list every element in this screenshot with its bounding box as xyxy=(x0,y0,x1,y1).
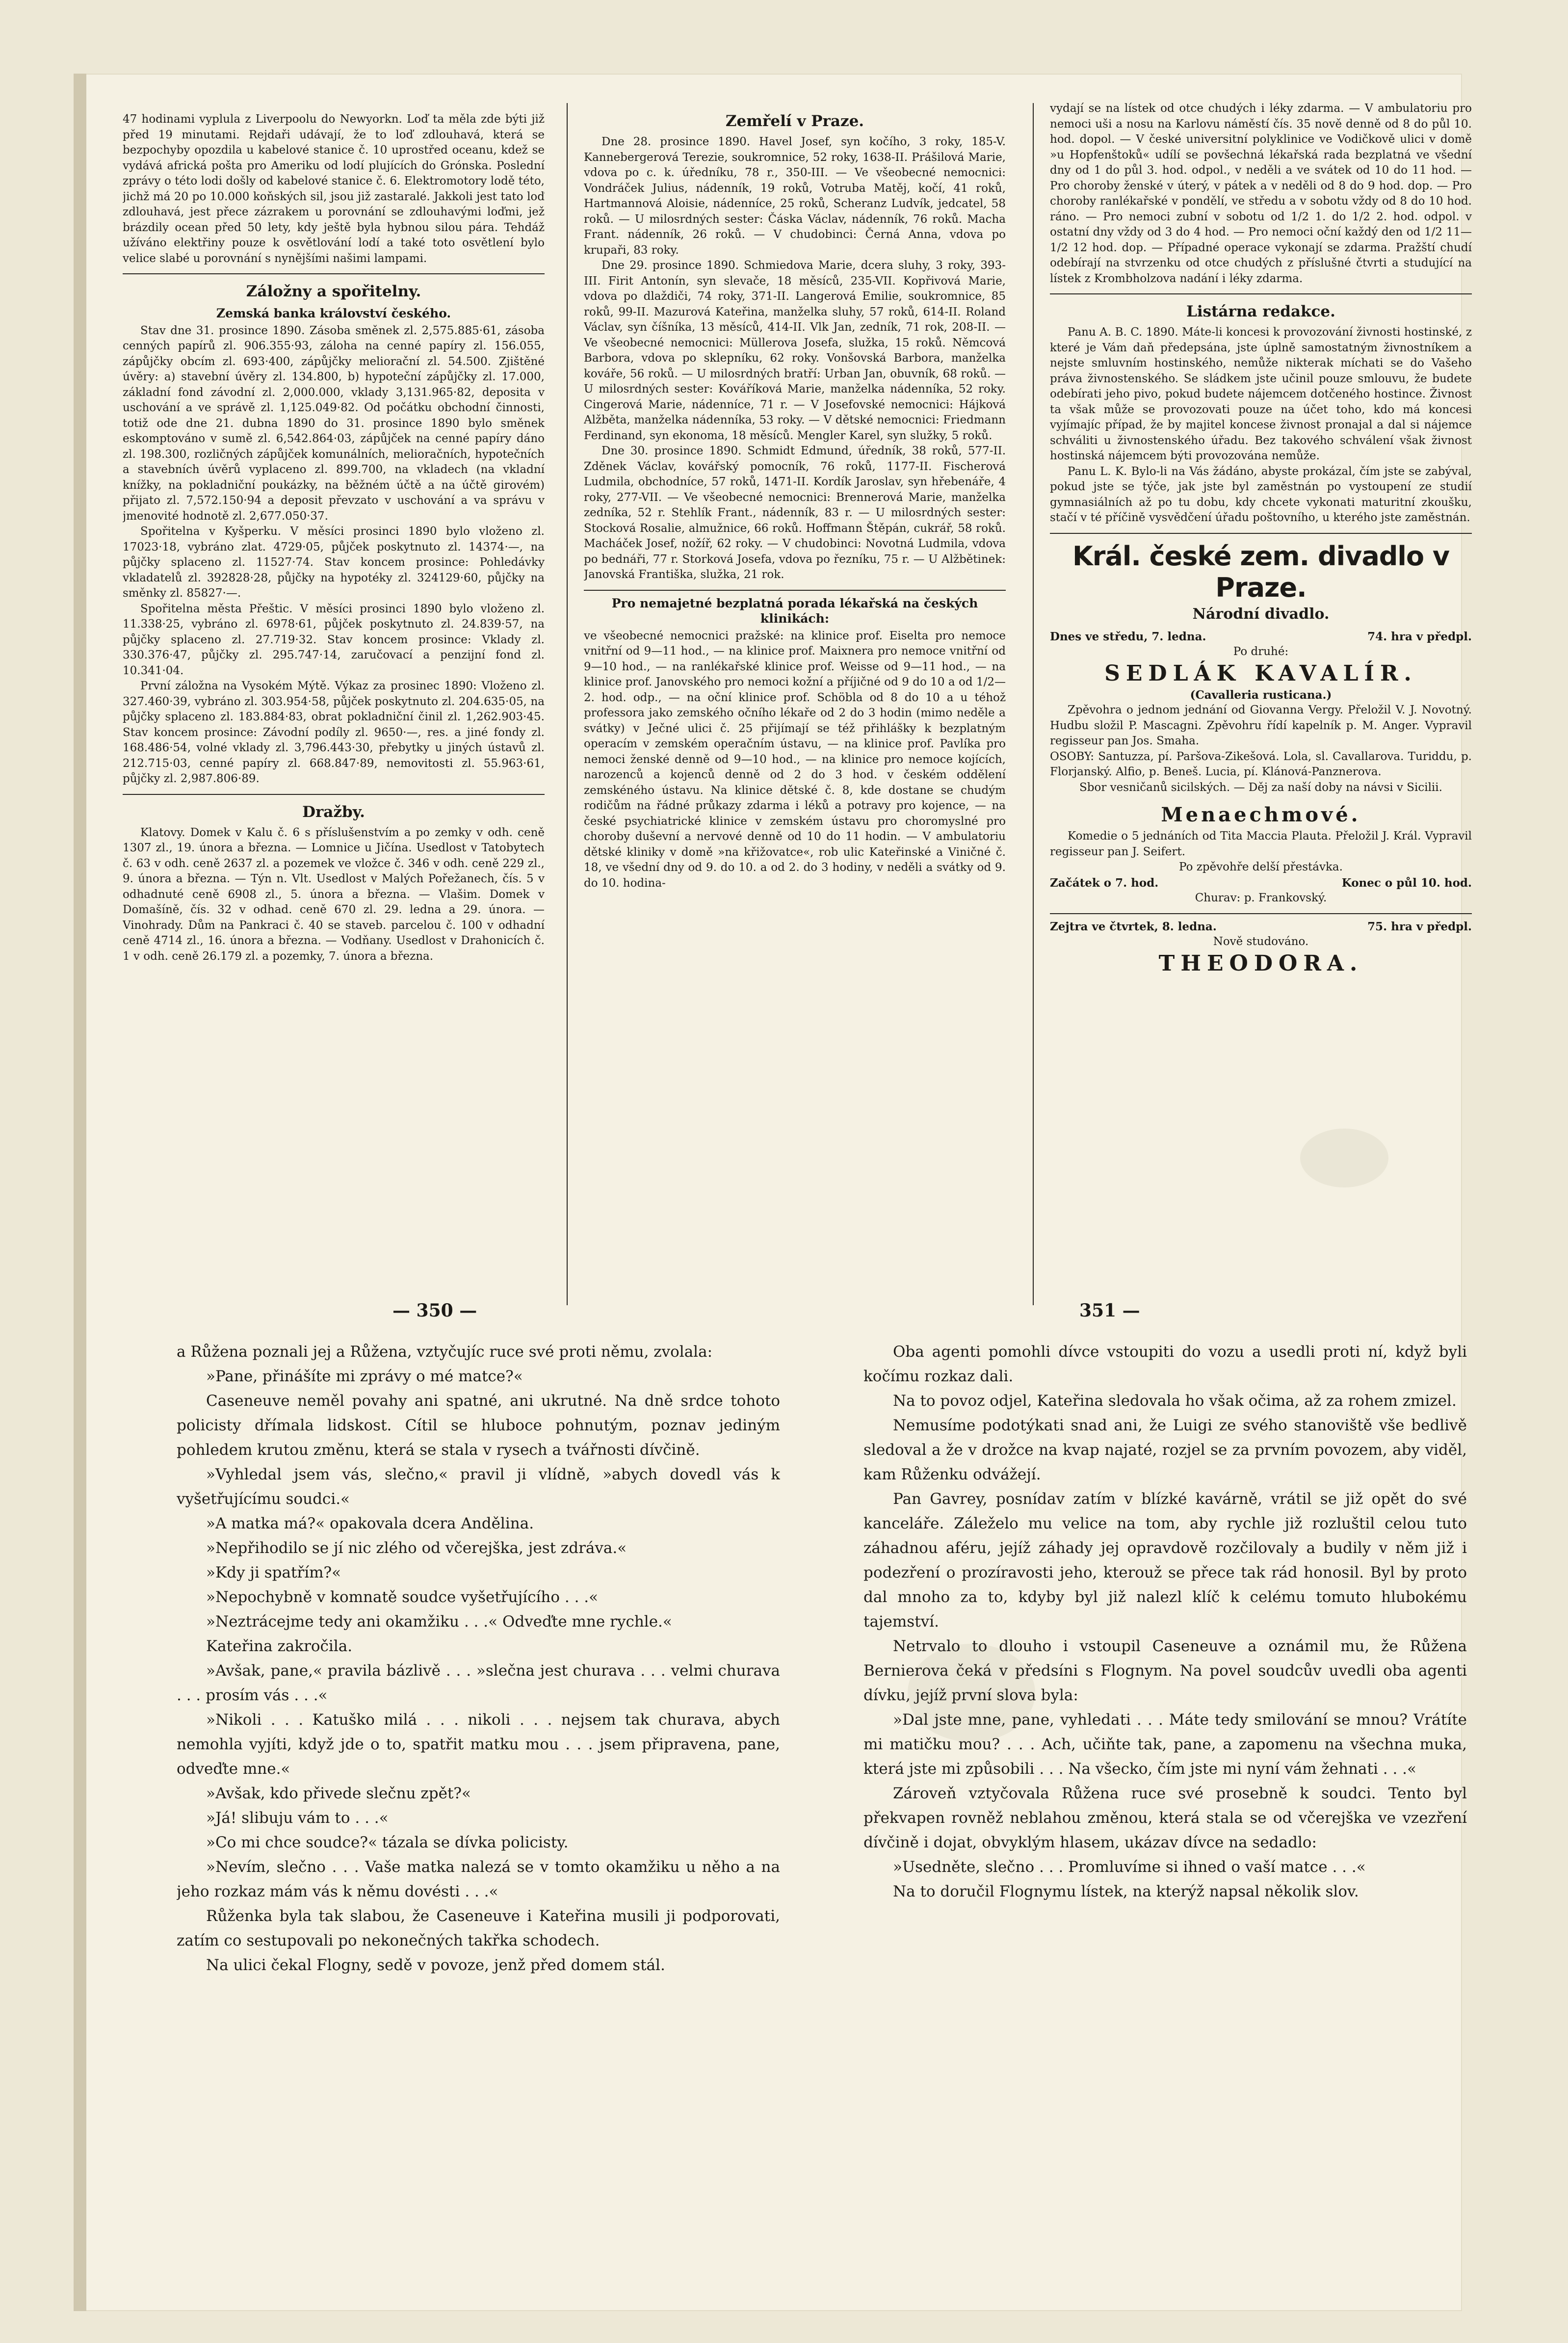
story-paragraph: Oba agenti pomohli dívce vstoupiti do vozu a usedli proti ní, když byli kočímu rozkaz dali. xyxy=(863,1343,1467,1385)
column-middle xyxy=(584,112,1006,1348)
story-paragraph: Kateřina zakročila. xyxy=(206,1637,353,1655)
show-1-cast: OSOBY: Santuzza, pí. Paršova-Zikešová. Lola, sl. Cavallarova. Turiddu, p. Florjanský. Alfio, p. Beneš. Lucia, pí. Klánová-Panznerova. xyxy=(1050,750,1472,778)
article-ship-text: 47 hodinami vyplula z Liverpoolu do Newyorkn. Loď ta měla zde býti již před 19 minutami. Rejdaři udávají, že to loď zdlouhavá, která se bezpochyby opozdila u kabelové stanice č. 10 uprostřed oceanu, kdež se vydává africká pošta pro Ameriku od lodí plujících do Grónska. Poslední zprávy o této lodi došly od kabelové stanice č. 6. Elektromotory lodě této, jichž má 20 po 10.000 koňských sil, jsou již zastaralé. Jakkoli jest tato loď zdlouhavá, jest přece zázrakem u porovnání se zdlouhavými loďmi, jež brázdily ocean před 50 lety, kdy ještě byla hybnou silou pára. Tehdáž užíváno elektřiny pouze k osvětlování lodí a také toto osvětlení bylo velice slabé u porovnání s nynějšími našimi lampami. xyxy=(123,113,545,265)
page-number-left: — 350 — xyxy=(392,1300,477,1321)
theatre-subheading: Národní divadlo. xyxy=(1192,605,1330,623)
show-2-description: Komedie o 5 jednáních od Tita Maccia Plauta. Přeložil J. Král. Vypravil regisseur pan J. Seifert. xyxy=(1050,830,1472,858)
story-paragraph: Na to doručil Flognymu lístek, na kterýž napsal několik slov. xyxy=(893,1883,1359,1900)
show-2-times xyxy=(1050,875,1472,891)
divider xyxy=(1050,533,1472,534)
section-heading-listarna: Listárna redakce. xyxy=(1186,303,1335,320)
divider xyxy=(123,794,545,795)
section-heading-porada: Pro nemajetné bezplatná porada lékařská na českých klinikách: xyxy=(611,596,978,626)
story-paragraph: »Co mi chce soudce?« tázala se dívka policisty. xyxy=(206,1834,569,1851)
column-right xyxy=(1050,101,1472,1338)
story-paragraph: Na to povoz odjel, Kateřina sledovala ho však očima, až za rohem zmizel. xyxy=(893,1392,1457,1410)
deaths-29: Dne 29. prosince 1890. Schmiedova Marie, dcera sluhy, 3 roky, 393-III. Firit Antonín, syn slevače, 18 měsíců, 235-VII. Kopřivová Marie, vdova po dlaždiči, 74 roky, 371-II. Langerová Emilie, soukromnice, 85 roků, 99-II. Mazurová Kateřina, manželka sluhy, 57 roků, 614-II. Roland Václav, syn číšníka, 13 měsíců, 414-II. Vlk Jan, zedník, 71 rok, 208-II. — Ve všeobecné nemocnici: Müllerova Josefa, služka, 15 roků. Němcová Barbora, vdova po sklepníku, 62 roky. Vonšovská Barbora, manželka kováře, 56 roků. — U milosrdných bratří: Urban Jan, obuvník, 68 roků. — U milosrdných sester: Kováříková Marie, manželka nádenníka, 52 roky. Cingerová Marie, nádenníce, 71 r. — V Josefovské nemocnici: Hájková Alžběta, manželka nádenníka, 53 roky. — V dětské nemocnici: Friedmann Ferdinand, syn ekonoma, 18 měsíců. Mengler Karel, syn služky, 5 roků. xyxy=(584,259,1006,442)
column-rule xyxy=(567,103,568,1305)
page-edge xyxy=(74,74,86,2311)
show-1-repeat: Po druhé: xyxy=(1233,645,1289,658)
zemska-banka-text: Stav dne 31. prosince 1890. Zásoba směnek zl. 2,575.885·61, zásoba cenných papírů zl. 906.355·93, záloha na cenné papíry zl. 156.055, zápůjčky obcím zl. 693·400, zápůjčky meliorační zl. 54.500. Zjištěné úvěry: a) stavební úvěry zl. 134.800, b) hypoteční zápůjčky zl. 17.000, základní fond závodní zl. 2,000.000, vklady 3,131.965·82, deposita v uschování a ve správě zl. 1,125.049·82. Od počátku obchodní činnosti, totiž ode dne 21. dubna 1890 do 31. prosince 1890 bylo směnek eskomptováno v sumě zl. 6,542.864·03, zápůjček na cenné papíry dáno zl. 198.300, rozličných zápůjček komunálních, melioračních, hypotečních a stavebních úvěrů vyplaceno zl. 899.700, na vkladech (na vkladní knížky, na pokladniční poukázky, na běžném účtě a na účtě girovém) přijato zl. 7,572.150·94 a deposit převzato v uschování a va správu v jmenovité hodnotě zl. 2,677.050·37. xyxy=(123,324,545,523)
show-1-dateline xyxy=(1050,629,1472,645)
story-paragraph: »A matka má?« opakovala dcera Andělina. xyxy=(206,1515,534,1532)
story-paragraph: Caseneuve neměl povahy ani spatné, ani ukrutné. Na dně srdce tohoto policisty dřímala lidskost. Cítil se hluboce pohnutým, poznav jediným pohledem krutou změnu, která se stala v rysech a tvářnosti dívčině. xyxy=(177,1392,780,1459)
story-paragraph: »Nevím, slečno . . . Vaše matka nalezá se v tomto okamžiku u něho a na jeho rozkaz mám vás k němu dovésti . . .« xyxy=(177,1858,780,1900)
story-paragraph: »Avšak, pane,« pravila bázlivě . . . »slečna jest churava . . . velmi churava . . . prosím vás . . .« xyxy=(177,1662,780,1704)
divider xyxy=(1050,913,1472,914)
drazby-text: Klatovy. Domek v Kalu č. 6 s příslušenstvím a po zemky v odh. ceně 1307 zl., 19. února a března. — Lomnice u Jičína. Usedlost v Tatobytech č. 63 v odh. ceně 2637 zl. a pozemek ve vložce č. 346 v odh. ceně 229 zl., 9. února a března. — Týn n. Vlt. Usedlost v Malých Pořežanech, čís. 5 v odhadnuté ceně 6908 zl., 5. února a března. — Vlašim. Domek v Domašíně, čís. 32 v odhad. ceně 670 zl. 29. ledna a 29. února. — Vinohrady. Dům na Pankraci č. 40 se staveb. parcelou č. 100 v odhadní ceně 4714 zl., 16. února a března. — Vodňany. Usedlost v Drahonicích č. 1 v odh. ceně 26.179 zl. a pozemky, 7. února a března. xyxy=(123,826,545,963)
story-paragraph: »Nepochybně v komnatě soudce vyšetřujícího . . .« xyxy=(206,1588,599,1606)
story-paragraph: »Usedněte, slečno . . . Promluvíme si ihned o vaší matce . . .« xyxy=(893,1858,1366,1876)
story-paragraph: »Kdy ji spatřím?« xyxy=(206,1564,341,1581)
section-heading-drazby: Dražby. xyxy=(302,803,365,821)
kysperk-text: Spořitelna v Kyšperku. V měsíci prosinci 1890 bylo vloženo zl. 17023·18, vybráno zlat. 4729·05, půjček poskytnuto zl. 14374·—, na půjčky splaceno zl. 11527·74. Stav koncem prosince: Pohledávky vkladatelů zl. 392828·28, půjčky na hypotéky zl. 324129·60, půjčky na směnky zl. 85827·—. xyxy=(123,525,545,600)
porada-text: ve všeobecné nemocnici pražské: na klinice prof. Eiselta pro nemoce vnitřní od 9—11 hod., — na klinice prof. Maixnera pro nemoce vnitřní od 9—10 hod., — na ranlékařské klinice prof. Weisse od 9—11 hod., — na klinice prof. Janovského pro nemoci kožní a příjičné od 9 do 10 a od 1/2—2. hod. odp., — na oční klinice prof. Schöbla od 8 do 10 a u téhož professora jako zemského očního lékaře od 2 do 3 hodin (mimo neděle a svátky) v Ječné ulici č. 25 přijímají se též přihlášky k bezplatným operacím v zemském operačním ústavu, — na klinice prof. Pavlíka pro nemoci ženské denně od 9—10 hod., — na klinice pro nemoce kojících, narozenců a kojenců denně od 2 do 3 hod. v českém oddělení zemskéného ústavu. Na klinice dětské č. 8, kde dostane se chudým rodičům na řádné průkazy zdarma i léků a potravy pro kojence, — na české psychiatrické klinice v zemském ústavu pro choromyslné pro choroby duševní a nervové denně od 10 do 11 hodin. — V ambulatoriu dětské kliniky v domě »na křižovatce«, rob ulic Kateřinské a Viničné č. 18, ve všední dny od 9. do 10. a od 2. do 3 hodiny, v neděli a svátky od 9. do 10. hodina- xyxy=(584,629,1006,890)
divider xyxy=(123,273,545,274)
divider xyxy=(584,590,1006,591)
story-paragraph: Netrvalo to dlouho i vstoupil Caseneuve a oznámil mu, že Růžena Bernierova čeká v předsíni s Flognym. Na povel soudcův uvedli oba agenti dívku, jejíž první slova byla: xyxy=(863,1637,1467,1704)
deaths-28: Dne 28. prosince 1890. Havel Josef, syn kočího, 3 roky, 185-V. Kannebergerová Terezie, soukromnice, 52 roky, 1638-II. Prášilová Marie, vdova po c. k. úředníku, 78 r., 350-III. — Ve všeobecné nemocnici: Vondráček Julius, nádenník, 19 roků, Votruba Matěj, kočí, 41 roků, Hartmannová Aloisie, nádenníce, 25 roků, Scheranz Ludvík, jedcatel, 58 roků. — U milosrdných sester: Čáska Václav, nádenník, 76 roků. Macha Frant. nádenník, 26 roků. — V chudobinci: Černá Anna, vdova po krupaři, 83 roky. xyxy=(584,135,1006,257)
serial-story-left xyxy=(177,1340,780,2125)
show-1-description: Zpěvohra o jednom jednání od Giovanna Vergy. Přeložil V. J. Novotný. Hudbu složil P. Mascagni. Zpěvohru řídí kapelník p. M. Anger. Vypravil regisseur pan Jos. Smaha. xyxy=(1050,704,1472,747)
clinics-continued-text: vydají se na lístek od otce chudých i léky zdarma. — V ambulatoriu pro nemoci uši a nosu na Karlovu náměstí čís. 35 nově denně od 8 do půl 10. hod. dopol. — V české universitní polyklinice ve Vodičkově ulici v domě »u Hopfenštoků« udílí se povšechná lékařská rada bezplatná ve všední dny od 1 do půl 3. hod. odpol., v neděli a ve svátek od 10 do 11 hod. — Pro choroby ženské v úterý, v pátek a v neděli od 8 do 9 hod. dop. — Pro choroby ranlékařské v pondělí, ve středu a v sobotu vždy od 8 do 10 hod. ráno. — Pro nemoci zubní v sobotu od 1/2 1. do 1/2 2. hod. odpol. v ostatní dny vždy od 3 do 4 hod. — Pro nemoci oční každý den od 1/2 11—1/2 12 hod. dop. — Případné operace vykonají se zdarma. Pražští chudí odebírají na stvrzenku od otce chudých z příslušné čtvrti a studující na lístek z Krombholzova nadání i léky zdarma. xyxy=(1050,102,1472,285)
story-paragraph: »Vyhledal jsem vás, slečno,« pravil ji vlídně, »abych dovedl vás k vyšetřujícímu soudci.« xyxy=(177,1466,780,1508)
divider xyxy=(1050,293,1472,294)
show-3-dateline xyxy=(1050,919,1472,935)
show-3-subscription: 75. hra v předpl. xyxy=(1367,920,1472,933)
listarna-reply-1: Panu A. B. C. 1890. Máte-li koncesi k provozování živnosti hostinské, z které je Vám daň předepsána, jste úplně samostatným živnostníkem a nejste smluvním hostinského, nemůže nikterak míchati se do Vašeho práva živnostenského. Se sládkem jste učinil pouze smlouvu, že budete odebírati jeho pivo, pokud budete nájemcem dotčeného hostince. Živnost ta však může se provozovati pouze na účet toho, kdo má koncesi vyjímajíc případ, že by majitel koncese živnost pronajal a dal si nájemce schváliti u živnostenského úřadu. Bez takového schválení však živnost hostinská nájemcem býti provozována nemůže. xyxy=(1050,326,1472,462)
show-1-date: Dnes ve středu, 7. ledna. xyxy=(1050,630,1206,643)
myto-text: První záložna na Vysokém Mýtě. Výkaz za prosinec 1890: Vloženo zl. 327.460·39, vybráno zl. 303.954·58, půjček poskytnuto zl. 204.635·05, na půjčky splaceno zl. 183.884·83, obrat pokladniční činil zl. 1,262.903·45. Stav koncem prosince: Závodní podíly zl. 9650·—, res. a jiné fondy zl. 168.486·54, volné vklady zl. 3,796.443·30, přebytky u jiných ústavů zl. 212.715·03, cenné papíry zl. 668.847·89, nemovitosti zl. 55.963·61, půjčky zl. 2,987.806·89. xyxy=(123,680,545,785)
prestice-text: Spořitelna města Přeštic. V měsíci prosinci 1890 bylo vloženo zl. 11.338·25, vybráno zl. 6978·61, půjček poskytnuto zl. 24.839·57, na půjčky splaceno zl. 27.719·32. Stav koncem prosince: Vklady zl. 330.376·47, půjčky zl. 295.747·14, zaručovací a penzijní fond zl. 10.341·04. xyxy=(123,602,545,677)
section-heading-zalozny: Záložny a spořitelny. xyxy=(246,283,421,300)
show-1-original-title: (Cavalleria rusticana.) xyxy=(1190,688,1332,702)
deaths-30: Dne 30. prosince 1890. Schmidt Edmund, úředník, 38 roků, 577-II. Zděnek Václav, kovářský pomocník, 76 roků, 1177-II. Fischerová Ludmila, obchodníce, 57 roků, 1471-II. Kordík Jaroslav, syn hřebenáře, 4 roky, 277-VII. — Ve všeobecné nemocnici: Brennerová Marie, manželka zedníka, 52 r. Stehlík Frant., nádenník, 83 r. — U milosrdných sester: Stocková Rosalie, almužnice, 66 roků. Hoffmann Štěpán, cukrář, 58 roků. Macháček Josef, nožíř, 62 roky. — V chudobinci: Novotná Ludmila, vdova po bednáři, 77 r. Storková Josefa, vdova po řezníku, 75 r. — U Alžbětinek: Janovská Františka, služka, 21 rok. xyxy=(584,445,1006,581)
show-2-ill: Churav: p. Frankovský. xyxy=(1195,892,1327,904)
story-paragraph: Na ulici čekal Flogny, sedě v povoze, jenž před domem stál. xyxy=(206,1956,665,1974)
story-paragraph: »Pane, přinášíte mi zprávy o mé matce?« xyxy=(206,1368,523,1385)
serial-story-right xyxy=(863,1340,1467,2125)
story-paragraph: »Já! slibuju vám to . . .« xyxy=(206,1809,389,1827)
story-paragraph: »Nepřihodilo se jí nic zlého od včerejška, jest zdráva.« xyxy=(206,1539,627,1557)
show-1-title: SEDLÁK KAVALÍR. xyxy=(1104,660,1417,686)
show-1-subscription: 74. hra v předpl. xyxy=(1367,630,1472,643)
subheading-zemska-banka: Zemská banka království českého. xyxy=(216,306,451,320)
show-2-interval: Po zpěvohře delší přestávka. xyxy=(1179,861,1343,873)
show-3-date: Zejtra ve čtvrtek, 8. ledna. xyxy=(1050,920,1217,933)
story-paragraph: a Růžena poznali jej a Růžena, vztyčujíc ruce své proti němu, zvolala: xyxy=(177,1343,713,1361)
show-1-chorus: Sbor vesničanů sicilských. — Děj za naší doby na návsi v Sicilii. xyxy=(1079,781,1442,794)
story-paragraph: Růženka byla tak slabou, že Caseneuve i Kateřina musili ji podporovati, zatím co sestupovali po nekonečných takřka schodech. xyxy=(177,1907,780,1949)
column-left xyxy=(123,112,545,1348)
show-2-start: Začátek o 7. hod. xyxy=(1050,876,1159,890)
section-heading-zemreli: Zemřelí v Praze. xyxy=(725,112,864,130)
newspaper-page xyxy=(74,74,1472,2311)
story-paragraph: »Avšak, kdo přivede slečnu zpět?« xyxy=(206,1785,471,1802)
column-rule xyxy=(1033,103,1034,1305)
listarna-reply-2: Panu L. K. Bylo-li na Vás žádáno, abyste prokázal, čím jste se zabýval, pokud jste se týče, jak jste byl zaměstnán po vystoupení ze studií gymnasiálních až po tu dobu, kdy chcete vykonati maturitní zkoušku, stačí v té příčině vysvědčení úřadu poštovního, u kterého jste zaměstnán. xyxy=(1050,465,1472,524)
story-paragraph: »Neztrácejme tedy ani okamžiku . . .« Odveďte mne rychle.« xyxy=(206,1613,672,1631)
story-paragraph: Pan Gavrey, posnídav zatím v blízké kavárně, vrátil se již opět do své kanceláře. Záleželo mu velice na tom, aby rychle již rozluštil celou tuto záhadnou aféru, jejíž záhady jej opravdově rozčilovaly a budily v něm již i podezření o prozíravosti jeho, kterouž se přece tak rád honosil. Byl by proto dal mnoho za to, kdyby byl již nalezl klíč k celému tomuto hlubokému tajemství. xyxy=(863,1490,1467,1631)
story-paragraph: Zároveň vztyčovala Růžena ruce své prosebně k soudci. Tento byl překvapen rovněž neblahou změnou, která stala se od včerejška ve vzezření dívčině i dojat, obvyklým hlasem, ukázav dívce na sedadlo: xyxy=(863,1785,1467,1851)
show-3-title: THEODORA. xyxy=(1158,950,1363,976)
show-2-title: Menaechmové. xyxy=(1161,803,1361,826)
story-paragraph: Nemusíme podotýkati snad ani, že Luigi ze svého stanoviště vše bedlivě sledoval a že v drožce na kvap najaté, rozjel se za prvním povozem, aby viděl, kam Růženku odvážejí. xyxy=(863,1417,1467,1483)
page-number-right: 351 — xyxy=(1079,1300,1140,1321)
story-paragraph: »Dal jste mne, pane, vyhledati . . . Máte tedy smilování se mnou? Vrátíte mi matičku mou? . . . Ach, učiňte tak, pane, a zapomenu na všechna muka, která jste mi způsobili . . . Na všecko, čím jste mi nyní vám žehnati . . .« xyxy=(863,1711,1467,1778)
show-2-end: Konec o půl 10. hod. xyxy=(1341,876,1472,890)
theatre-heading: Král. české zem. divadlo v Praze. xyxy=(1072,540,1450,603)
show-3-note: Nově studováno. xyxy=(1213,935,1309,948)
story-paragraph: »Nikoli . . . Katuško milá . . . nikoli . . . nejsem tak churava, abych nemohla vyjíti, když jde o to, spatřit matku mou . . . jsem připravena, pane, odveďte mne.« xyxy=(177,1711,780,1778)
